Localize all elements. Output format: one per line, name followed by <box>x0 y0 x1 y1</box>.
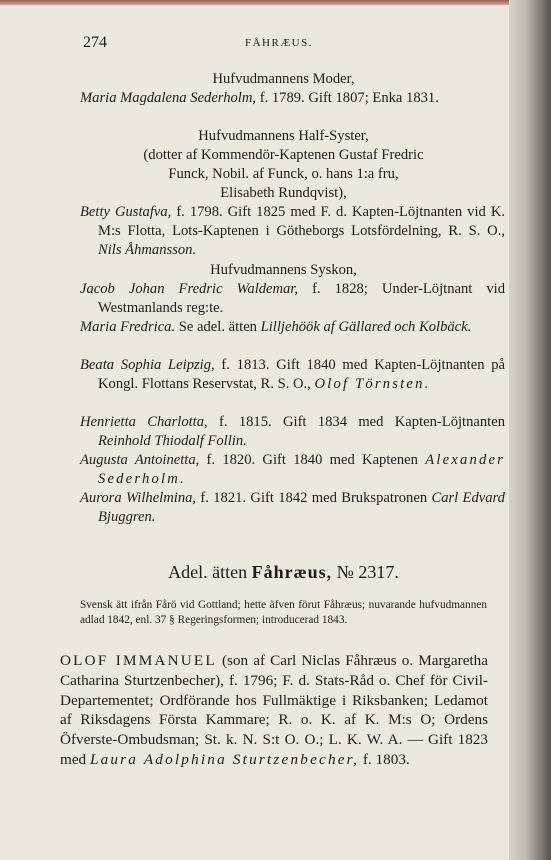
henrietta-entry <box>80 413 505 451</box>
syskon-heading: Hufvudmannens Syskon, <box>210 262 357 278</box>
section-title-number: № 2317. <box>332 562 399 582</box>
section-intro: Svensk ätt ifrån Fårö vid Gottland; hette äfven förut Fåhræus; nuvarande hufvudmannen adlad 1842, enl. 37 § Regeringsformen; introducerad 1843. <box>80 599 487 626</box>
halfsyster-note-3: Elisabeth Rundqvist), <box>220 185 347 201</box>
maria-text: Se adel. ätten <box>175 319 261 335</box>
henrietta-spouse: Reinhold Thiodalf Follin. <box>98 433 247 449</box>
halfsyster-note-2: Funck, Nobil. af Funck, o. hans 1:a fru, <box>168 166 399 182</box>
main-entry-name: OLOF IMMANUEL <box>60 652 217 669</box>
betty-name: Betty Gustafva, <box>80 204 172 220</box>
main-entry-text: (son af Carl Niclas Fåhræus o. Margaretha Catharina Sturtzenbecher), f. 1796; F. d. Stats-Råd o. Chef för Civil-Departementet; Ordförande hos Fullmäktige i Riksbanken; Ledamot af Riksdagens Första Kammare; R. o. K. af K. M:s O; Ordens Öfverste-Ombudsman; St. k. N. S:t O. O.; L. K. W. A. — Gift 1823 med <box>60 652 488 768</box>
main-entry-spouse: Laura Adolphina Sturtzenbecher, <box>89 750 360 768</box>
moder-name: Maria Magdalena Sederholm, <box>80 90 257 106</box>
jacob-entry <box>80 280 505 318</box>
beata-text: f. 1813. Gift 1840 med Kapten-Löjtnanten på Kongl. Flottans Reservstat, R. S. O., <box>98 357 505 392</box>
beata-spouse: Olof Törnsten. <box>314 376 431 392</box>
main-entry <box>60 651 488 770</box>
jacob-text: f. 1828; Under-Löjtnant vid Westmanlands reg:te. <box>98 281 506 316</box>
augusta-spouse: Alexander Sederholm. <box>98 452 506 487</box>
aurora-entry <box>80 489 505 527</box>
aurora-spouse: Carl Edvard Bjuggren. <box>98 490 505 525</box>
halfsyster-heading: Hufvudmannens Half-Syster, <box>198 128 369 144</box>
running-header <box>80 34 487 54</box>
aurora-text: f. 1821. Gift 1842 med Brukspatronen <box>196 490 432 506</box>
augusta-entry <box>80 451 505 489</box>
aurora-name: Aurora Wilhelmina, <box>80 490 197 506</box>
maria-ref: Lilljehöök af Gällared och Kolbäck. <box>260 319 472 335</box>
main-entry-tail: f. 1803. <box>359 750 410 768</box>
running-head: FÅHRÆUS. <box>245 37 313 49</box>
henrietta-name: Henrietta Charlotta, <box>80 414 208 430</box>
jacob-name: Jacob Johan Fredric Waldemar, <box>80 281 299 297</box>
beata-name: Beata Sophia Leipzig, <box>80 357 215 373</box>
betty-entry <box>80 203 505 260</box>
moder-text: f. 1789. Gift 1807; Enka 1831. <box>256 90 439 106</box>
moder-heading: Hufvudmannens Moder, <box>212 71 355 87</box>
augusta-name: Augusta Antoinetta, <box>80 452 200 468</box>
page-right-edge <box>509 0 551 860</box>
henrietta-text: f. 1815. Gift 1834 med Kapten-Löjtnanten <box>207 414 505 430</box>
moder-entry <box>80 89 505 108</box>
augusta-text: f. 1820. Gift 1840 med Kaptenen <box>199 452 426 468</box>
halfsyster-note-1: (dotter af Kommendör-Kaptenen Gustaf Fredric <box>143 147 424 163</box>
section-title-family: Fåhræus, <box>251 562 333 582</box>
beata-entry <box>80 356 505 394</box>
page-number: 274 <box>83 34 107 51</box>
page-top-edge <box>0 0 551 5</box>
section-title-prefix: Adel. ätten <box>168 562 252 582</box>
betty-text: f. 1798. Gift 1825 med F. d. Kapten-Löjtnanten vid K. M:s Flotta, Lots-Kaptenen i Götheborgs Lotsfördelning, R. S. O., <box>98 204 506 239</box>
section-title <box>80 562 487 583</box>
maria-entry <box>80 318 505 337</box>
maria-name: Maria Fredrica. <box>80 319 176 335</box>
betty-spouse: Nils Åhmansson. <box>98 242 197 258</box>
